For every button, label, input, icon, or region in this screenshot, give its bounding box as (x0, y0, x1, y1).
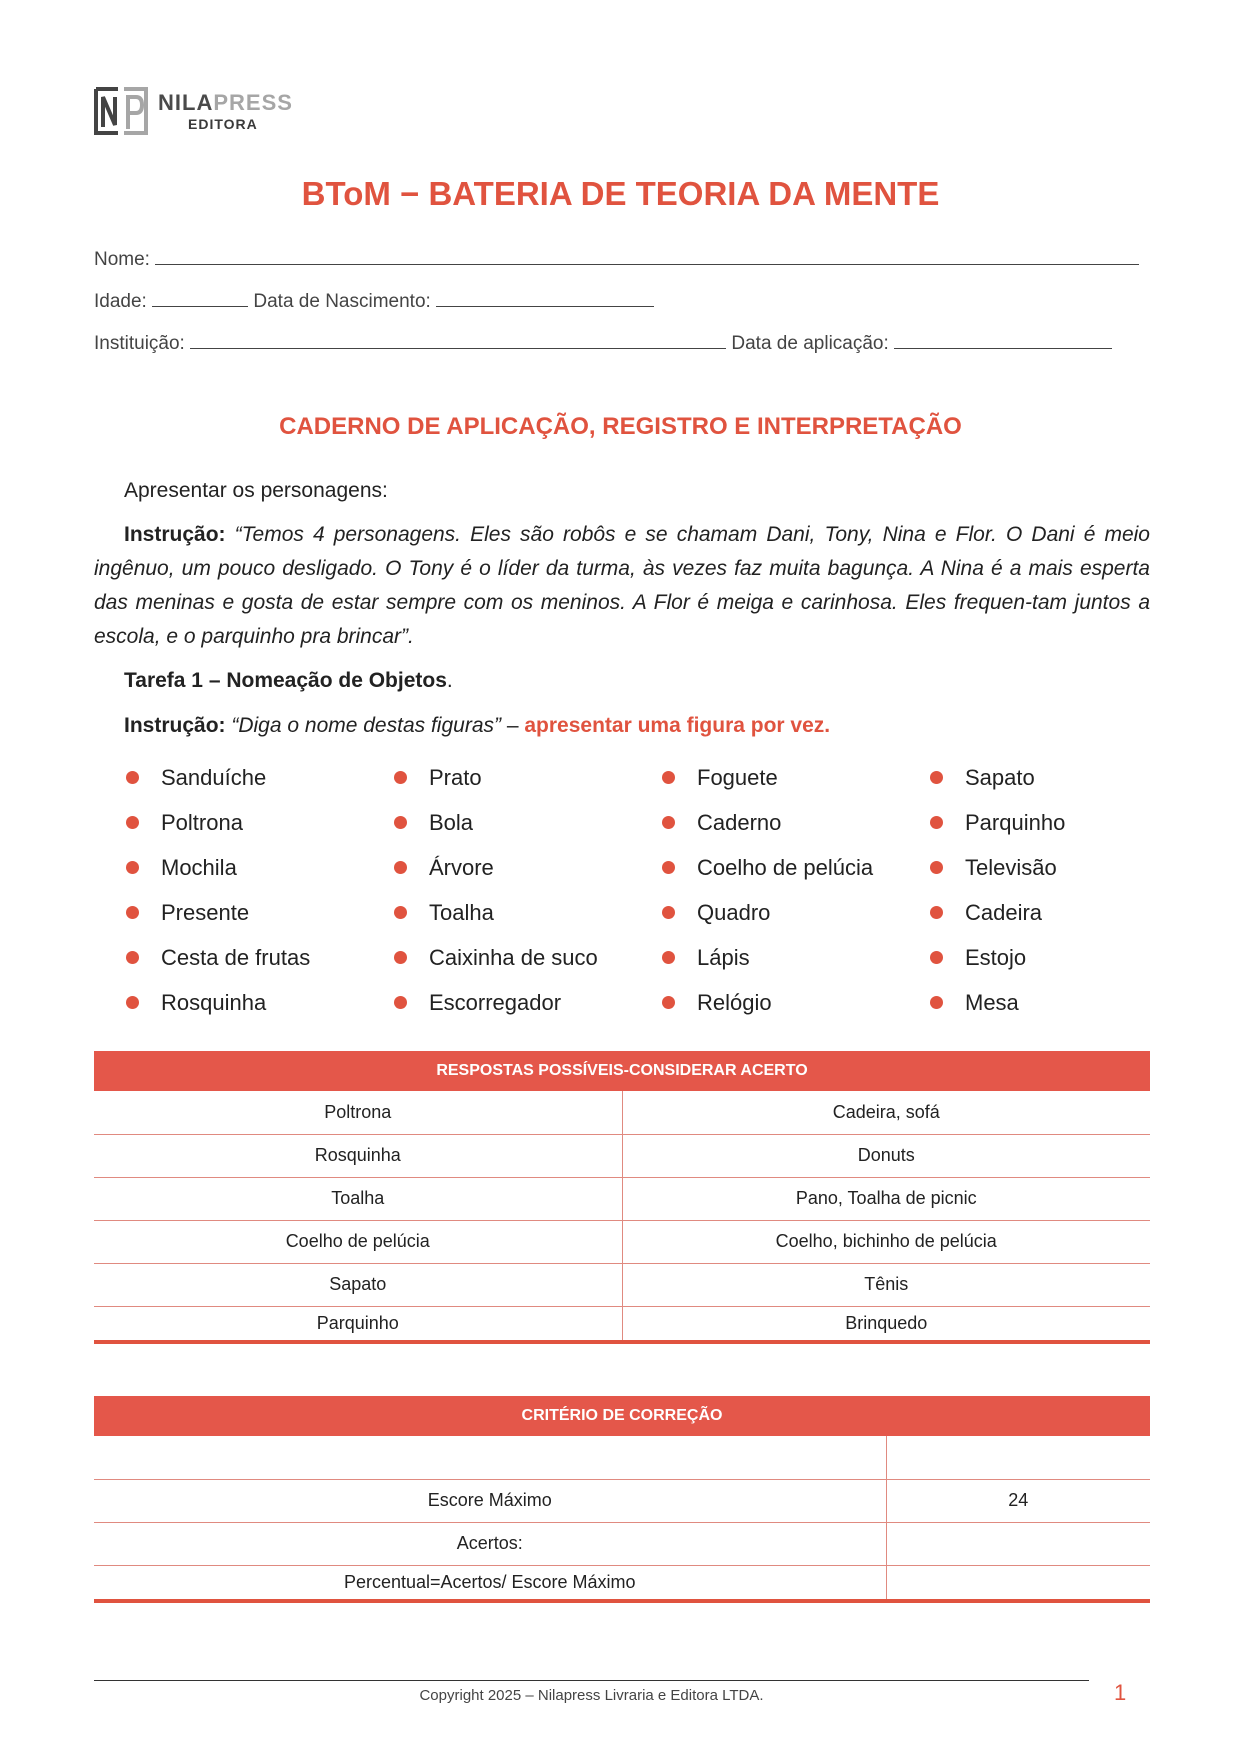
object-label: Prato (429, 764, 482, 790)
list-item (126, 980, 394, 1025)
nascimento-field[interactable] (436, 288, 654, 307)
criteria-table (94, 1396, 1150, 1603)
item-cell: Poltrona (94, 1091, 622, 1134)
item-cell: Rosquinha (94, 1134, 622, 1177)
list-item (662, 845, 930, 890)
task1-title (94, 664, 1150, 698)
nome-row (94, 246, 1139, 271)
object-label: Televisão (965, 854, 1057, 880)
bullet-icon (126, 906, 139, 919)
table-row (94, 1091, 1150, 1134)
object-label: Presente (161, 899, 250, 925)
criteria-label-cell: Escore Máximo (94, 1479, 886, 1522)
table-row (94, 1565, 1150, 1601)
bullet-icon (662, 951, 675, 964)
criteria-value-cell[interactable]: 24 (886, 1479, 1150, 1522)
list-item (394, 845, 662, 890)
object-label: Cesta de frutas (161, 944, 311, 970)
task1-instruction-note: apresentar uma figura por vez. (524, 714, 831, 737)
nome-label: Nome: (94, 249, 150, 270)
list-item (662, 800, 930, 845)
list-item (662, 935, 930, 980)
bullet-icon (126, 951, 139, 964)
table-row (94, 1436, 1150, 1479)
object-label: Lápis (697, 944, 750, 970)
object-label: Mochila (161, 854, 237, 880)
list-item (394, 935, 662, 980)
table-row (94, 1479, 1150, 1522)
bullet-icon (394, 816, 407, 829)
list-item (930, 800, 1198, 845)
section-subtitle: CADERNO DE APLICAÇÃO, REGISTRO E INTERPRETAÇÃO (279, 413, 962, 440)
bullet-icon (930, 771, 943, 784)
bullet-icon (662, 771, 675, 784)
list-item (394, 755, 662, 800)
list-item (126, 755, 394, 800)
bullet-icon (394, 906, 407, 919)
bullet-icon (930, 906, 943, 919)
table-row (94, 1522, 1150, 1565)
list-item (662, 755, 930, 800)
idade-field[interactable] (152, 288, 248, 307)
criteria-label-cell (94, 1436, 886, 1479)
copyright-text: Copyright 2025 – Nilapress Livraria e Editora LTDA. (419, 1687, 764, 1704)
bullet-icon (662, 996, 675, 1009)
criteria-value-cell[interactable] (886, 1565, 1150, 1601)
list-item (126, 845, 394, 890)
object-label: Relógio (697, 989, 772, 1015)
document-title: BToM − BATERIA DE TEORIA DA MENTE (301, 175, 940, 212)
object-label: Estojo (965, 944, 1027, 970)
criteria-value-cell[interactable] (886, 1436, 1150, 1479)
answers-table (94, 1051, 1150, 1344)
object-label: Caixinha de suco (429, 944, 598, 970)
object-label: Bola (429, 809, 474, 835)
task1-title-text: Tarefa 1 – Nomeação de Objetos (124, 669, 447, 692)
task1-instruction-dash: – (501, 714, 525, 737)
nome-field[interactable] (155, 246, 1139, 265)
item-cell: Toalha (94, 1177, 622, 1220)
object-label: Rosquinha (161, 989, 267, 1015)
object-label: Quadro (697, 899, 771, 925)
object-label: Caderno (697, 809, 782, 835)
accepted-cell: Pano, Toalha de picnic (622, 1177, 1150, 1220)
bullet-icon (394, 771, 407, 784)
list-item (394, 890, 662, 935)
table-row (94, 1263, 1150, 1306)
object-label: Poltrona (161, 809, 243, 835)
table-row (94, 1134, 1150, 1177)
criteria-table-header: CRITÉRIO DE CORREÇÃO (94, 1396, 1150, 1436)
present-characters: Apresentar os personagens: (124, 479, 388, 502)
bullet-icon (394, 861, 407, 874)
list-item (930, 755, 1198, 800)
bullet-icon (930, 861, 943, 874)
list-item (394, 980, 662, 1025)
list-item (930, 845, 1198, 890)
object-label: Sapato (965, 764, 1035, 790)
object-label: Coelho de pelúcia (697, 854, 874, 880)
list-item (126, 935, 394, 980)
answers-table-header: RESPOSTAS POSSÍVEIS-CONSIDERAR ACERTO (94, 1051, 1150, 1091)
object-list (126, 755, 1166, 1025)
task1-instruction (94, 709, 1150, 743)
bullet-icon (662, 816, 675, 829)
list-item (394, 800, 662, 845)
object-label: Sanduíche (161, 764, 267, 790)
idade-label: Idade: (94, 291, 147, 312)
bullet-icon (126, 996, 139, 1009)
bullet-icon (126, 771, 139, 784)
list-item (662, 890, 930, 935)
table-row (94, 1306, 1150, 1342)
accepted-cell: Brinquedo (622, 1306, 1150, 1342)
instituicao-row (94, 330, 1112, 355)
bullet-icon (662, 861, 675, 874)
object-label: Mesa (965, 989, 1019, 1015)
list-item (126, 890, 394, 935)
item-cell: Sapato (94, 1263, 622, 1306)
item-cell: Coelho de pelúcia (94, 1220, 622, 1263)
table-row (94, 1220, 1150, 1263)
criteria-label-cell: Acertos: (94, 1522, 886, 1565)
bullet-icon (662, 906, 675, 919)
object-label: Toalha (429, 899, 494, 925)
intro-instruction (94, 518, 1150, 654)
list-item (662, 980, 930, 1025)
task1-instruction-label: Instrução: (124, 714, 226, 737)
criteria-label-cell: Percentual=Acertos/ Escore Máximo (94, 1565, 886, 1601)
list-item (126, 800, 394, 845)
bullet-icon (394, 951, 407, 964)
bullet-icon (126, 861, 139, 874)
object-label: Árvore (429, 854, 494, 880)
np-logo-icon (94, 87, 148, 135)
bullet-icon (394, 996, 407, 1009)
instruction-text: “Temos 4 personagens. Eles são robôs e se chamam Dani, Tony, Nina e Flor. O Dani é meio ingênuo, um pouco desligado. O Tony é o líder da turma, às vezes faz muita bagunça. A Nina é a mais esperta das meninas e gosta de estar sempre com os meninos. A Flor é meiga e carinhosa. Eles frequen-tam juntos a escola, e o parquinho pra brincar”. (94, 523, 1150, 648)
bullet-icon (930, 816, 943, 829)
bullet-icon (126, 816, 139, 829)
list-item (930, 935, 1198, 980)
aplicacao-field[interactable] (894, 330, 1112, 349)
list-item (930, 980, 1198, 1025)
criteria-value-cell[interactable] (886, 1522, 1150, 1565)
object-label: Escorregador (429, 989, 562, 1015)
page-number: 1 (1114, 1680, 1127, 1705)
accepted-cell: Donuts (622, 1134, 1150, 1177)
accepted-cell: Tênis (622, 1263, 1150, 1306)
table-row (94, 1177, 1150, 1220)
publisher-logo (94, 87, 294, 137)
accepted-cell: Coelho, bichinho de pelúcia (622, 1220, 1150, 1263)
instruction-label: Instrução: (124, 523, 226, 546)
item-cell: Parquinho (94, 1306, 622, 1342)
aplicacao-label: Data de aplicação: (731, 333, 889, 354)
bullet-icon (930, 996, 943, 1009)
logo-brand: NILAPRESS (158, 90, 293, 115)
task1-title-period: . (446, 669, 453, 692)
object-label: Cadeira (965, 899, 1043, 925)
idade-row (94, 288, 654, 313)
instituicao-field[interactable] (190, 330, 726, 349)
logo-subtitle: EDITORA (188, 116, 258, 132)
bullet-icon (930, 951, 943, 964)
instituicao-label: Instituição: (94, 333, 185, 354)
list-item (930, 890, 1198, 935)
nascimento-label: Data de Nascimento: (253, 291, 431, 312)
accepted-cell: Cadeira, sofá (622, 1091, 1150, 1134)
footer-divider (94, 1680, 1089, 1681)
task1-instruction-quote: “Diga o nome destas figuras” (231, 714, 501, 737)
object-label: Foguete (697, 764, 778, 790)
object-label: Parquinho (965, 809, 1066, 835)
